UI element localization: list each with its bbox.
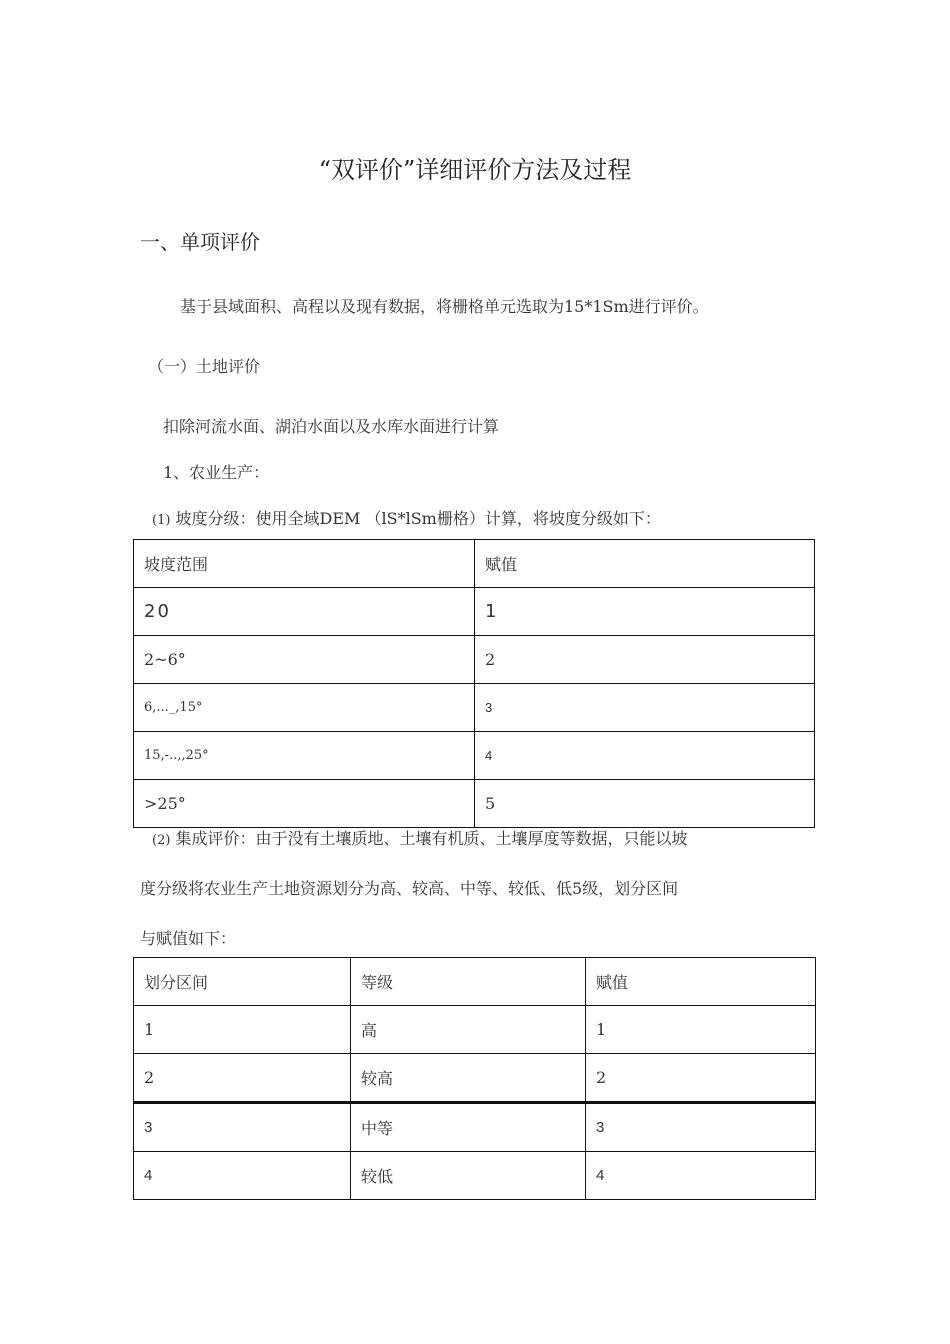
header-cell: 等级 [351, 958, 586, 1006]
section-heading: 一、单项评价 [140, 230, 260, 254]
integrate-paragraph-line2: 度分级将农业生产土地资源划分为高、较高、中等、较低、低5级，划分区间 [140, 879, 679, 898]
slope-paragraph [152, 506, 661, 529]
grade-table [133, 957, 816, 1200]
table-row [134, 684, 815, 732]
table-cell: 2 [134, 1054, 351, 1103]
item-heading: 1、农业生产： [163, 463, 270, 482]
header-cell: 坡度范围 [134, 540, 475, 588]
table-header-row [134, 540, 815, 588]
table-cell: 较高 [351, 1054, 586, 1103]
table-row [134, 732, 815, 780]
table-cell: 3 [134, 1103, 351, 1152]
table-row [134, 1152, 816, 1200]
table-cell: 4 [586, 1152, 816, 1200]
table-cell: >25° [134, 780, 475, 828]
subsection-heading: （一）土地评价 [148, 357, 261, 376]
integrate-paragraph-line1 [152, 826, 688, 849]
table-cell: 2~6° [134, 636, 475, 684]
table-cell: 较低 [351, 1152, 586, 1200]
integrate-paragraph-line3: 与赋值如下： [140, 929, 237, 948]
table-cell: 1 [586, 1006, 816, 1054]
slope-text: 坡度分级：使用全域DEM （lS*lSm栅格）计算，将坡度分级如下： [175, 509, 661, 528]
table-row [134, 588, 815, 636]
table-cell: 1 [475, 588, 815, 636]
integrate-text: 集成评价：由于没有土壤质地、土壤有机质、土壤厚度等数据，只能以坡 [175, 829, 688, 848]
table-cell: 中等 [351, 1103, 586, 1152]
header-cell: 划分区间 [134, 958, 351, 1006]
slope-number: (1) [152, 513, 171, 528]
table-cell: 1 [134, 1006, 351, 1054]
page-title: “双评价”详细评价方法及过程 [318, 156, 632, 184]
table-row [134, 780, 815, 828]
table-cell: 5 [475, 780, 815, 828]
table-row [134, 1054, 816, 1103]
table-header-row [134, 958, 816, 1006]
table-cell: 20 [134, 588, 475, 636]
header-cell: 赋值 [475, 540, 815, 588]
integrate-number: (2) [152, 833, 171, 848]
table-cell: 3 [586, 1103, 816, 1152]
header-cell: 赋值 [586, 958, 816, 1006]
table-cell: 高 [351, 1006, 586, 1054]
slope-table [133, 539, 815, 828]
table-cell: 4 [134, 1152, 351, 1200]
table-cell: 15,-..,,25° [134, 732, 475, 780]
table-cell: 3 [475, 684, 815, 732]
table-cell: 2 [475, 636, 815, 684]
table-cell: 4 [475, 732, 815, 780]
table-cell: 6,..._,15° [134, 684, 475, 732]
table-row [134, 1006, 816, 1054]
deduct-paragraph: 扣除河流水面、湖泊水面以及水库水面进行计算 [163, 417, 500, 436]
table-cell: 2 [586, 1054, 816, 1103]
table-row [134, 1103, 816, 1152]
intro-paragraph: 基于县域面积、高程以及现有数据，将栅格单元选取为15*1Sm进行评价。 [180, 297, 709, 316]
table-row [134, 636, 815, 684]
